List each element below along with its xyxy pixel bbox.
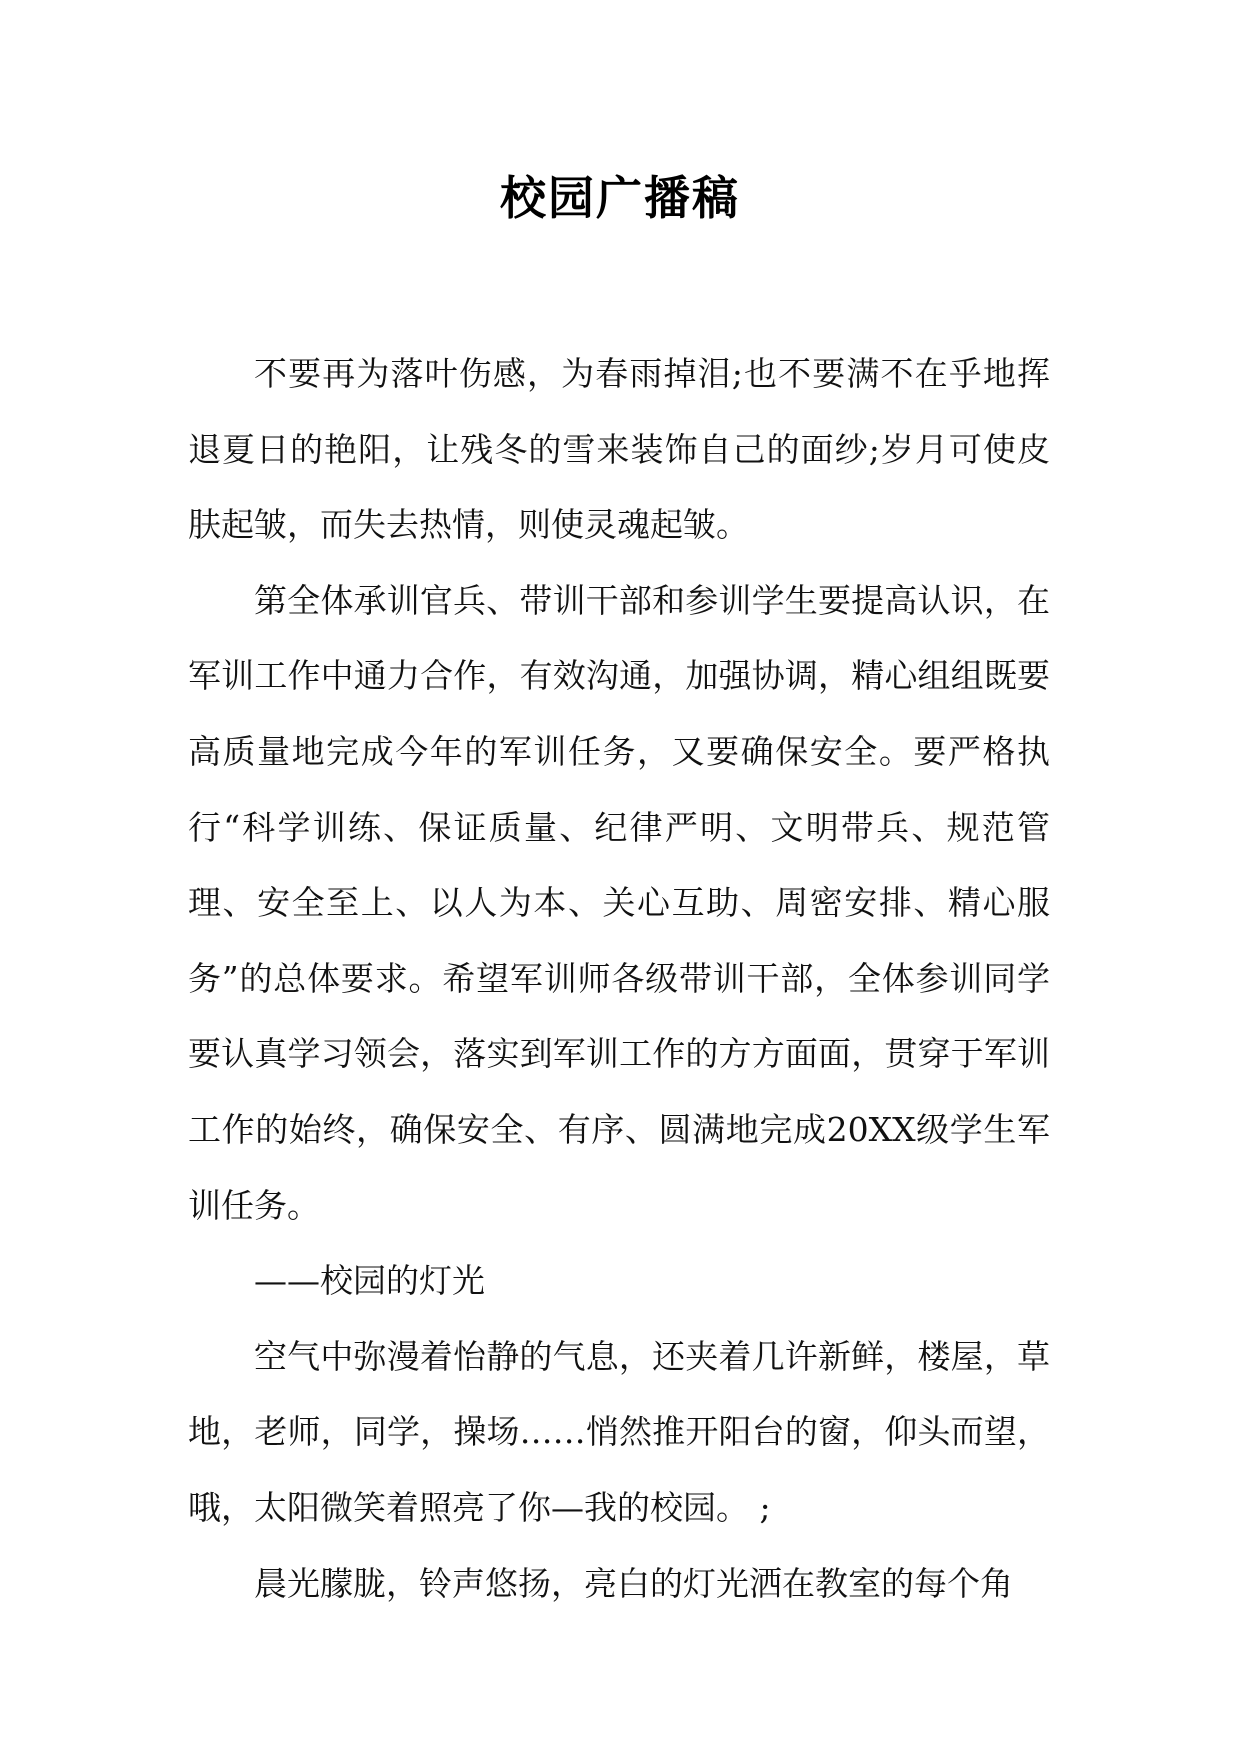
paragraph-4: 晨光朦胧，铃声悠扬，亮白的灯光洒在教室的每个角 bbox=[254, 1563, 1013, 1603]
paragraph-1: 不要再为落叶伤感，为春雨掉泪;也不要满不在乎地挥退夏日的艳阳，让残冬的雪来装饰自己的面纱;岁月可使皮肤起皱，而失去热情，则使灵魂起皱。 bbox=[188, 354, 1050, 545]
paragraph-3: 空气中弥漫着怡静的气息，还夹着几许新鲜，楼屋，草地，老师，同学，操场……悄然推开阳台的窗，仰头而望，哦，太阳微笑着照亮了你—我的校园。 ; bbox=[188, 1336, 1050, 1527]
paragraph-section-heading: ——校园的灯光 bbox=[254, 1261, 485, 1301]
paragraph-2: 第全体承训官兵、带训干部和参训学生要提高认识，在军训工作中通力合作，有效沟通，加强协调，精心组组既要高质量地完成今年的军训任务，又要确保安全。要严格执行“科学训练、保证质量、纪律严明、文明带兵、规范管理、安全至上、以人为本、关心互助、周密安排、精心服务”的总体要求。希望军训师各级带训干部，全体参训同学要认真学习领会，落实到军训工作的方方面面，贯穿于军训工作的始终，确保安全、有序、圆满地完成20XX级学生军训任务。 bbox=[188, 580, 1050, 1225]
document-title: 校园广播稿 bbox=[500, 171, 740, 225]
document-body bbox=[188, 336, 1050, 1621]
